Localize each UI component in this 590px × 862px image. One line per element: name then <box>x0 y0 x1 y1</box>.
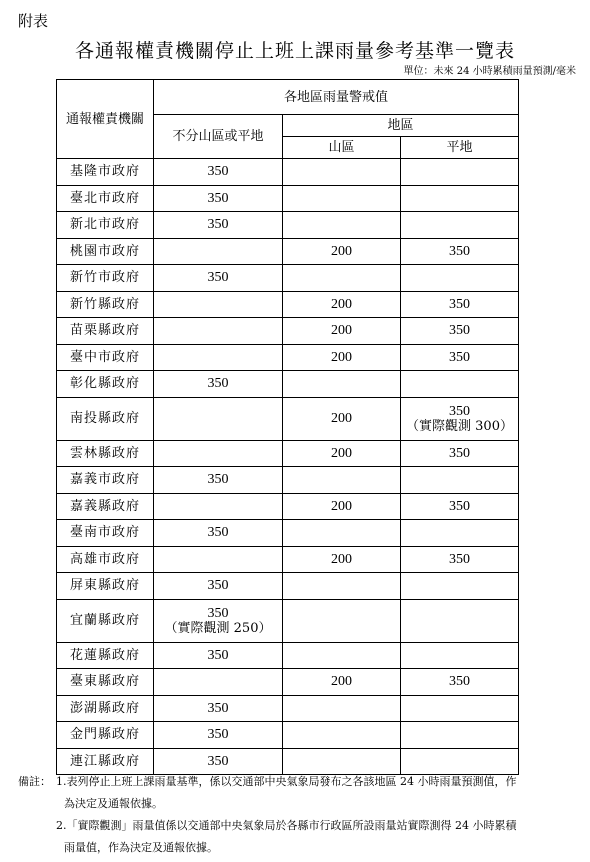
agency-cell: 南投縣政府 <box>57 397 154 440</box>
table-row <box>57 669 519 696</box>
plain-value-cell <box>401 440 519 467</box>
agency-cell: 臺北市政府 <box>57 185 154 212</box>
rainfall-table <box>56 79 519 775</box>
unit-note: 單位：未來 24 小時累積雨量預測/毫米 <box>403 66 576 77</box>
mountain-value-cell <box>283 722 401 749</box>
mountain-value: 200 <box>331 674 352 690</box>
mountain-value-cell <box>283 642 401 669</box>
all-value: 350 <box>207 376 229 392</box>
agency-cell: 彰化縣政府 <box>57 371 154 398</box>
table-row <box>57 493 519 520</box>
plain-observed-note: （實際觀測 300） <box>406 418 513 434</box>
plain-value-cell <box>401 397 519 440</box>
plain-value-cell <box>401 291 519 318</box>
all-value-cell <box>154 265 283 292</box>
plain-value-cell <box>401 318 519 345</box>
all-value: 350 <box>207 190 229 206</box>
all-value: 350 <box>207 727 229 743</box>
all-value-cell <box>154 159 283 186</box>
plain-value-cell <box>401 265 519 292</box>
agency-cell: 連江縣政府 <box>57 748 154 775</box>
plain-value-cell <box>401 642 519 669</box>
table-row <box>57 371 519 398</box>
agency-cell: 嘉義市政府 <box>57 467 154 494</box>
agency-cell: 臺南市政府 <box>57 520 154 547</box>
plain-value-cell <box>401 695 519 722</box>
plain-value-cell <box>401 159 519 186</box>
table-body <box>57 159 519 775</box>
table-row <box>57 520 519 547</box>
note-1-line-2: 為決定及通報依據。 <box>64 797 163 810</box>
all-value: 350 <box>207 578 229 594</box>
all-value-cell <box>154 344 283 371</box>
plain-value: 350 <box>449 349 470 365</box>
agency-cell: 屏東縣政府 <box>57 573 154 600</box>
all-observed-note: （實際觀測 250） <box>164 620 272 636</box>
mountain-value: 200 <box>331 323 352 339</box>
header-all-areas: 不分山區或平地 <box>154 115 283 159</box>
header-mountain: 山區 <box>283 137 401 159</box>
mountain-value-cell <box>283 546 401 573</box>
plain-value: 350 <box>449 498 470 514</box>
table-row <box>57 238 519 265</box>
plain-value: 350 <box>449 674 470 690</box>
table-row <box>57 599 519 642</box>
mountain-value-cell <box>283 669 401 696</box>
header-warning-values: 各地區雨量警戒值 <box>154 80 519 115</box>
plain-value-cell <box>401 371 519 398</box>
plain-value: 350 <box>449 445 470 461</box>
agency-cell: 臺東縣政府 <box>57 669 154 696</box>
all-value: 350 <box>207 472 229 488</box>
plain-value: 350 <box>449 323 470 339</box>
all-value-cell <box>154 722 283 749</box>
all-value-cell <box>154 397 283 440</box>
mountain-value: 200 <box>331 296 352 312</box>
mountain-value-cell <box>283 467 401 494</box>
all-value-cell <box>154 695 283 722</box>
all-value-cell <box>154 546 283 573</box>
table-row <box>57 344 519 371</box>
plain-value-cell <box>401 520 519 547</box>
all-value: 350 <box>207 164 229 180</box>
all-value: 350 <box>207 753 229 769</box>
mountain-value-cell <box>283 493 401 520</box>
header-plain: 平地 <box>401 137 519 159</box>
all-value-cell <box>154 520 283 547</box>
mountain-value: 200 <box>331 411 352 426</box>
mountain-value-cell <box>283 212 401 239</box>
mountain-value-cell <box>283 440 401 467</box>
page-title: 各通報權責機關停止上班上課雨量參考基準一覽表 <box>74 40 515 62</box>
plain-value-cell <box>401 344 519 371</box>
all-value-cell <box>154 642 283 669</box>
plain-value: 350 <box>449 403 470 419</box>
all-value: 350 <box>207 647 229 663</box>
mountain-value-cell <box>283 159 401 186</box>
header-region: 地區 <box>283 115 519 137</box>
all-value: 350 <box>207 525 229 541</box>
table-row <box>57 642 519 669</box>
table-row <box>57 695 519 722</box>
all-value-cell <box>154 318 283 345</box>
note-2-line-1: 2.「實際觀測」雨量值係以交通部中央氣象局於各縣市行政區所設雨量站實際測得 24 小時累積 <box>56 819 517 832</box>
plain-value-cell <box>401 722 519 749</box>
plain-value-cell <box>401 238 519 265</box>
agency-cell: 苗栗縣政府 <box>57 318 154 345</box>
all-value-cell <box>154 573 283 600</box>
plain-value-cell <box>401 212 519 239</box>
plain-value: 350 <box>449 551 470 567</box>
agency-cell: 嘉義縣政府 <box>57 493 154 520</box>
all-value: 350 <box>207 605 229 621</box>
all-value-cell <box>154 599 283 642</box>
table-row <box>57 212 519 239</box>
all-value-cell <box>154 238 283 265</box>
agency-cell: 臺中市政府 <box>57 344 154 371</box>
all-value-cell <box>154 212 283 239</box>
plain-value-cell <box>401 467 519 494</box>
all-value: 350 <box>207 217 229 233</box>
all-value-cell <box>154 467 283 494</box>
table-row <box>57 397 519 440</box>
appendix-label: 附表 <box>18 12 49 30</box>
table-row <box>57 440 519 467</box>
agency-cell: 高雄市政府 <box>57 546 154 573</box>
notes <box>18 771 578 859</box>
all-value: 350 <box>207 700 229 716</box>
mountain-value: 200 <box>331 243 352 259</box>
agency-cell: 新竹市政府 <box>57 265 154 292</box>
table-row <box>57 159 519 186</box>
mountain-value-cell <box>283 520 401 547</box>
mountain-value-cell <box>283 573 401 600</box>
all-value-cell <box>154 371 283 398</box>
mountain-value-cell <box>283 238 401 265</box>
agency-cell: 宜蘭縣政府 <box>57 599 154 642</box>
mountain-value-cell <box>283 695 401 722</box>
table-row <box>57 573 519 600</box>
agency-cell: 桃園市政府 <box>57 238 154 265</box>
table-row <box>57 722 519 749</box>
plain-value-cell <box>401 546 519 573</box>
plain-value-cell <box>401 669 519 696</box>
plain-value: 350 <box>449 243 470 259</box>
agency-cell: 新北市政府 <box>57 212 154 239</box>
agency-cell: 金門縣政府 <box>57 722 154 749</box>
table-row <box>57 318 519 345</box>
table-row <box>57 467 519 494</box>
mountain-value-cell <box>283 318 401 345</box>
agency-cell: 基隆市政府 <box>57 159 154 186</box>
table-row <box>57 291 519 318</box>
mountain-value-cell <box>283 397 401 440</box>
mountain-value: 200 <box>331 349 352 365</box>
plain-value: 350 <box>449 296 470 312</box>
header-agency: 通報權責機關 <box>57 80 154 159</box>
agency-cell: 雲林縣政府 <box>57 440 154 467</box>
agency-cell: 澎湖縣政府 <box>57 695 154 722</box>
plain-value-cell <box>401 573 519 600</box>
all-value-cell <box>154 669 283 696</box>
mountain-value: 200 <box>331 498 352 514</box>
mountain-value: 200 <box>331 551 352 567</box>
table-row <box>57 185 519 212</box>
mountain-value-cell <box>283 291 401 318</box>
agency-cell: 新竹縣政府 <box>57 291 154 318</box>
mountain-value-cell <box>283 265 401 292</box>
all-value-cell <box>154 291 283 318</box>
all-value-cell <box>154 185 283 212</box>
all-value-cell <box>154 440 283 467</box>
all-value: 350 <box>207 270 229 286</box>
mountain-value: 200 <box>331 445 352 461</box>
table-row <box>57 546 519 573</box>
mountain-value-cell <box>283 371 401 398</box>
mountain-value-cell <box>283 599 401 642</box>
mountain-value-cell <box>283 344 401 371</box>
all-value-cell <box>154 493 283 520</box>
plain-value-cell <box>401 185 519 212</box>
note-1-line-1: 1.表列停止上班上課雨量基準，係以交通部中央氣象局發布之各該地區 24 小時雨量預測值，作 <box>56 775 517 788</box>
plain-value-cell <box>401 493 519 520</box>
agency-cell: 花蓮縣政府 <box>57 642 154 669</box>
notes-label: 備註： <box>18 775 51 788</box>
plain-value-cell <box>401 599 519 642</box>
note-2-line-2: 雨量值，作為決定及通報依據。 <box>64 841 218 854</box>
mountain-value-cell <box>283 185 401 212</box>
table-row <box>57 265 519 292</box>
